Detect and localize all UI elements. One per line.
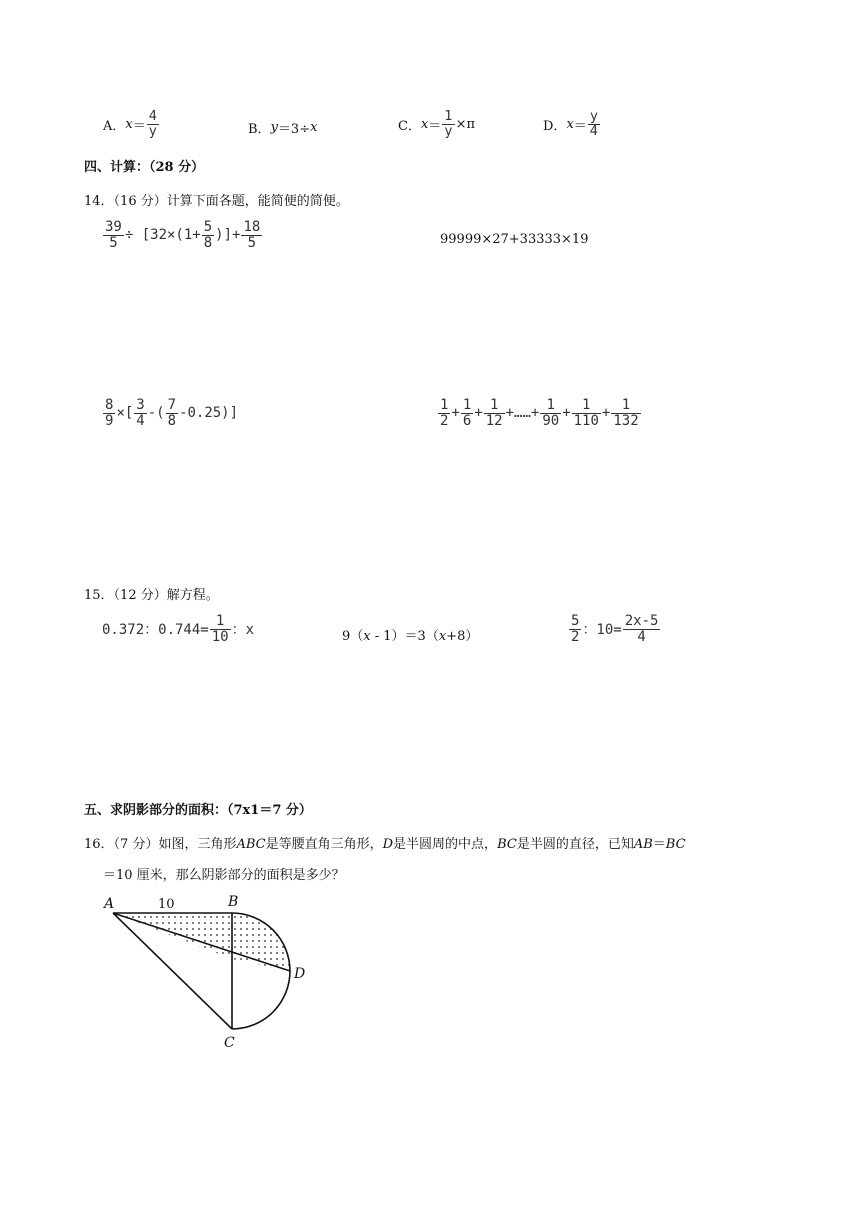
- q16-label: ABC: [236, 837, 266, 852]
- choice-eq: ＝: [428, 118, 442, 134]
- choice-fraction: [442, 110, 454, 138]
- fraction-numerator: 39: [105, 219, 122, 235]
- fraction: [241, 220, 262, 250]
- equation-text: - 1）＝3（: [370, 629, 439, 644]
- fraction: [569, 614, 581, 644]
- equation-text: ：10=: [582, 622, 622, 639]
- choice-var: x: [125, 116, 133, 132]
- fraction-numerator: 5: [571, 613, 580, 629]
- fraction-denominator: 8: [167, 412, 177, 429]
- q14-expression-2: 99999×27+33333×19: [440, 232, 589, 247]
- equation-text: 0.372：0.744=: [102, 622, 209, 639]
- fraction-numerator: 2x-5: [624, 613, 659, 629]
- section-5-title: 五、求阴影部分的面积：（7x1＝7 分）: [84, 803, 312, 818]
- plus-sign: +: [451, 405, 460, 422]
- choice-letter: C．: [398, 118, 421, 134]
- q16-line-1: [84, 833, 686, 852]
- fraction-denominator: 4: [637, 628, 646, 645]
- shaded-triangle: [113, 913, 232, 959]
- q16-label: BC: [665, 837, 686, 852]
- fraction-denominator: 4: [589, 123, 599, 139]
- fraction-denominator: 5: [247, 234, 257, 251]
- fraction-numerator: 1: [440, 397, 449, 413]
- fraction: [210, 614, 231, 644]
- q15-equation-3: [568, 614, 661, 644]
- fraction-numerator: 18: [243, 219, 261, 235]
- section-4-title: 四、计算：（28 分）: [84, 160, 205, 175]
- plus-sign: +: [601, 405, 611, 422]
- q14-expression-3: [102, 398, 238, 428]
- fraction: [103, 220, 124, 250]
- fraction: [540, 398, 561, 428]
- q16-text: 是半圆周的中点，: [393, 837, 498, 852]
- label-c: C: [224, 1035, 235, 1050]
- fraction: [611, 398, 640, 428]
- choice-a: [103, 110, 160, 138]
- q14-expression-1: [102, 220, 263, 250]
- q16-text: 是等腰直角三角形，: [265, 837, 383, 852]
- choice-letter: B．: [248, 122, 271, 137]
- equation-text: 9（: [342, 629, 364, 644]
- fraction-numerator: 7: [167, 397, 177, 413]
- label-a: A: [104, 896, 115, 912]
- fraction: [484, 398, 505, 428]
- fraction-denominator: 10: [211, 628, 229, 645]
- q16-text: ＝: [652, 837, 666, 852]
- label-d: D: [294, 966, 306, 982]
- fraction-numerator: 4: [148, 109, 158, 124]
- label-b: B: [228, 894, 239, 910]
- fraction-denominator: 132: [613, 412, 639, 429]
- choice-var: y: [270, 120, 278, 135]
- equation-var: x: [363, 629, 371, 644]
- fraction-denominator: 4: [136, 412, 145, 429]
- fraction-numerator: 1: [540, 398, 561, 414]
- q15-equation-2: [342, 625, 478, 644]
- fraction-numerator: 1: [462, 397, 472, 413]
- choice-letter: A．: [103, 118, 126, 134]
- ellipsis: +……+: [505, 405, 540, 422]
- equation-text: +8）: [446, 629, 479, 644]
- operator-text: ×[: [116, 405, 134, 422]
- fraction-denominator: 110: [573, 412, 599, 429]
- q16-label: AB: [633, 837, 653, 852]
- choice-fraction: [147, 110, 159, 138]
- fraction: [572, 398, 601, 428]
- choice-eq: ＝: [132, 118, 146, 134]
- fraction: [438, 398, 450, 428]
- choice-eq: ＝: [573, 118, 587, 134]
- fraction: [103, 398, 115, 428]
- operator-text: )]+: [215, 227, 241, 244]
- fraction-denominator: 8: [203, 234, 213, 251]
- fraction-numerator: y: [588, 110, 600, 125]
- operator-text: -(: [147, 405, 165, 422]
- choice-suffix: ×π: [455, 116, 476, 132]
- q15-stem: 15．（12 分）解方程。: [84, 588, 219, 603]
- equation-var: x: [438, 629, 447, 644]
- fraction-denominator: 5: [109, 234, 118, 251]
- choice-letter: D．: [543, 118, 567, 134]
- plus-sign: +: [474, 405, 483, 422]
- q16-label: D: [382, 837, 394, 852]
- fraction: [623, 614, 661, 644]
- fraction-denominator: y: [444, 123, 453, 139]
- choice-var: x: [310, 120, 318, 135]
- q16-text: 16．（7 分）如图，三角形: [84, 837, 237, 852]
- fraction-numerator: 1: [572, 398, 601, 414]
- q14-expression-4: [437, 398, 642, 428]
- fraction-numerator: 1: [444, 109, 453, 124]
- choice-b: [248, 118, 317, 137]
- fraction-denominator: 6: [462, 412, 472, 429]
- label-length: 10: [158, 897, 175, 912]
- choice-d: [543, 110, 601, 138]
- fraction: [461, 398, 473, 428]
- operator-text: ÷ [32×(1+: [124, 227, 201, 244]
- fraction-numerator: 5: [203, 219, 213, 235]
- q16-label: BC: [497, 837, 517, 852]
- fraction-denominator: y: [149, 123, 157, 139]
- fraction-denominator: 2: [440, 412, 449, 429]
- operator-text: -0.25)]: [179, 405, 239, 422]
- choice-c: [398, 110, 475, 138]
- choice-var: x: [420, 116, 429, 132]
- fraction-denominator: 2: [571, 628, 580, 645]
- q14-stem: 14．（16 分）计算下面各题，能简便的简便。: [84, 194, 349, 209]
- fraction: [134, 398, 146, 428]
- geometry-figure: [100, 890, 315, 1050]
- fraction-numerator: 3: [136, 397, 145, 413]
- fraction-numerator: 8: [105, 397, 114, 413]
- fraction-numerator: 1: [210, 614, 231, 630]
- fraction-denominator: 12: [485, 412, 503, 429]
- q16-line-2: ＝10 厘米，那么阴影部分的面积是多少？: [103, 868, 345, 883]
- fraction-numerator: 1: [484, 398, 505, 414]
- q15-equation-1: [102, 614, 254, 644]
- plus-sign: +: [562, 405, 571, 422]
- equation-text: ：x: [231, 622, 255, 639]
- fraction-numerator: 1: [611, 398, 640, 414]
- fraction-denominator: 9: [105, 412, 114, 429]
- fraction: [166, 398, 178, 428]
- choice-expression: ＝3÷: [277, 122, 311, 137]
- choice-fraction: [588, 110, 600, 138]
- choice-var: x: [566, 116, 574, 132]
- q16-text: 是半圆的直径，已知: [516, 837, 634, 852]
- fraction: [202, 220, 214, 250]
- fraction-denominator: 90: [542, 412, 560, 429]
